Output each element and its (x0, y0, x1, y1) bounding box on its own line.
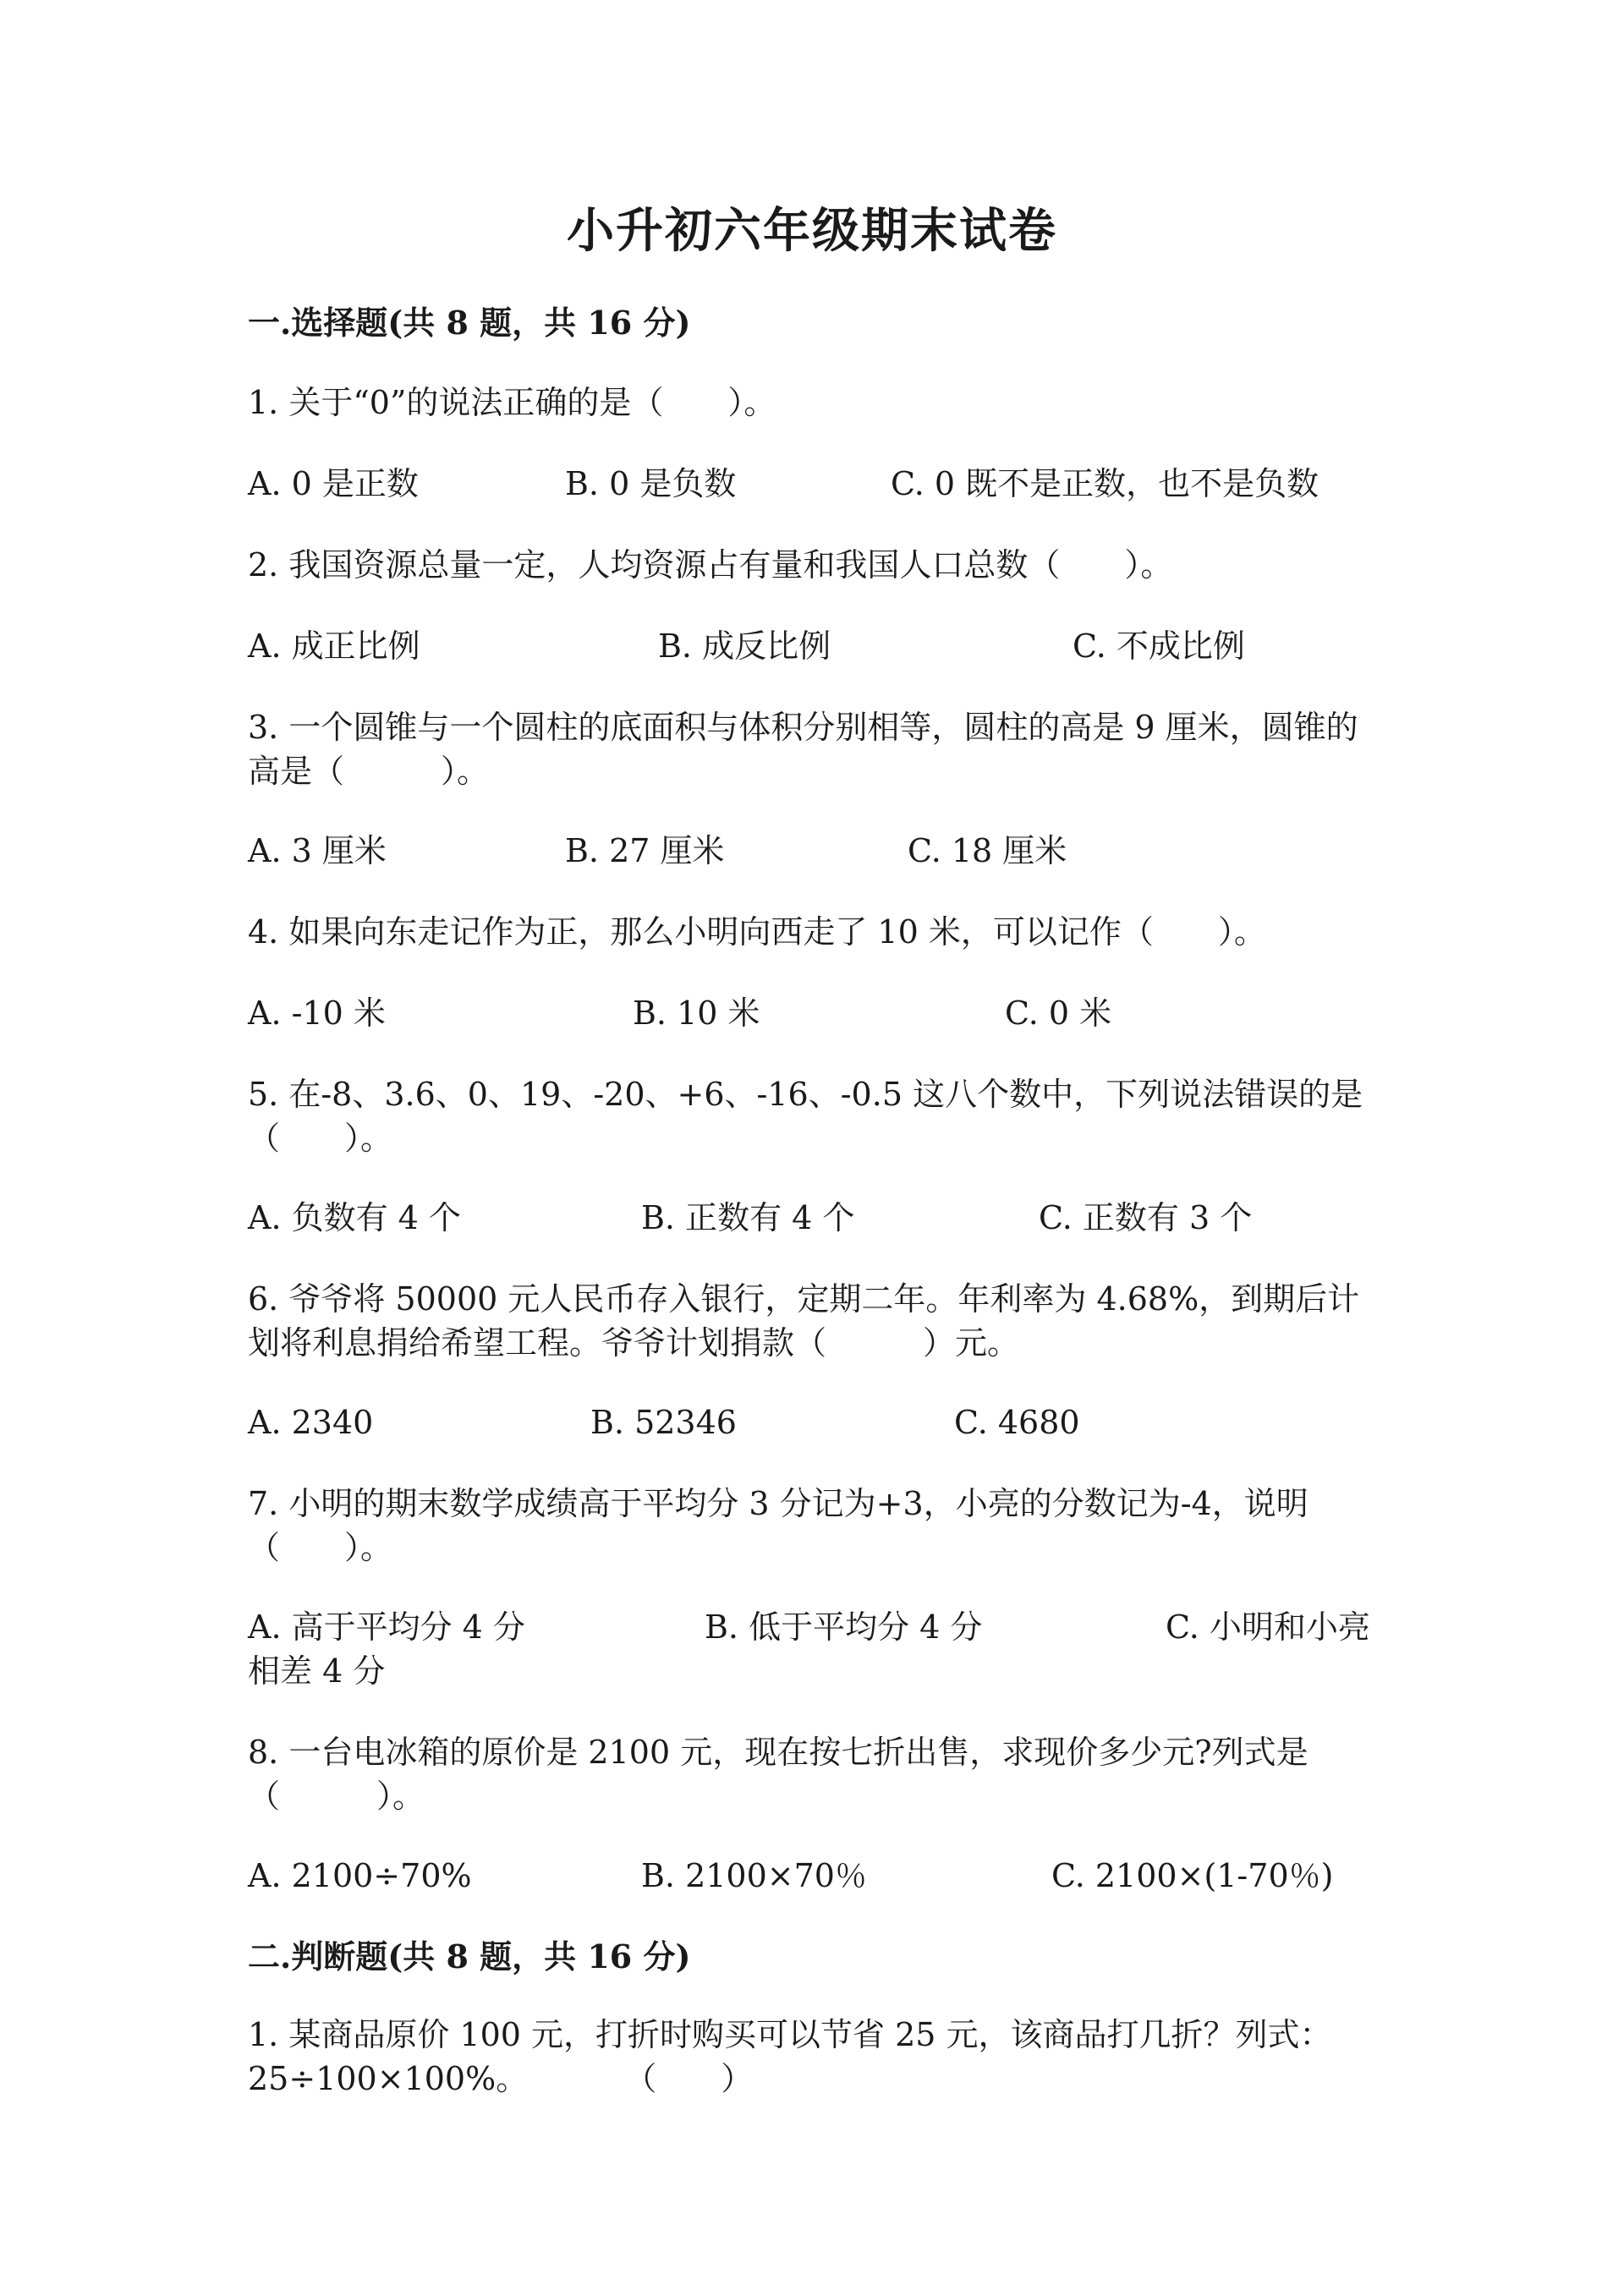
q8-option-a: A. 2100÷70% (248, 1857, 472, 1894)
q1-option-b: B. 0 是负数 (565, 465, 737, 502)
q2-option-b: B. 成反比例 (658, 627, 831, 665)
question-3: 3. 一个圆锥与一个圆柱的底面积与体积分别相等，圆柱的高是 9 厘米，圆锥的高是（ ）。 (248, 709, 1358, 790)
page-title: 小升初六年级期末试卷 (567, 203, 1057, 259)
q4-option-b: B. 10 米 (633, 995, 760, 1032)
question-5: 5. 在-8、3.6、0、19、-20、+6、-16、-0.5 这八个数中，下列说法错误的是（ ）。 (248, 1076, 1363, 1157)
question-4: 4. 如果向东走记作为正，那么小明向西走了 10 米，可以记作（ ）。 (248, 913, 1266, 951)
q8-option-b: B. 2100×70％ (641, 1857, 867, 1894)
q2-option-c: C. 不成比例 (1073, 627, 1245, 665)
q6-option-b: B. 52346 (590, 1404, 737, 1441)
question-2: 2. 我国资源总量一定，人均资源占有量和我国人口总数（ ）。 (248, 546, 1173, 584)
q5-option-a: A. 负数有 4 个 (248, 1199, 461, 1236)
q7-option-b: B. 低于平均分 4 分 (705, 1608, 983, 1646)
q5-option-c: C. 正数有 3 个 (1039, 1199, 1253, 1236)
question-8: 8. 一台电冰箱的原价是 2100 元，现在按七折出售，求现价多少元?列式是（ ）。 (248, 1734, 1309, 1815)
q1-option-c: C. 0 既不是正数，也不是负数 (891, 465, 1320, 502)
q8-option-c: C. 2100×(1-70％) (1051, 1857, 1334, 1894)
q7-option-a: A. 高于平均分 4 分 (248, 1608, 525, 1646)
q7-option-c: C. 小明和小亮 (1166, 1608, 1370, 1646)
q3-option-b: B. 27 厘米 (565, 832, 725, 869)
question-7: 7. 小明的期末数学成绩高于平均分 3 分记为+3，小亮的分数记为-4，说明（ ）。 (248, 1485, 1309, 1566)
q1-option-a: A. 0 是正数 (248, 465, 419, 502)
q5-option-b: B. 正数有 4 个 (641, 1199, 855, 1236)
q3-option-c: C. 18 厘米 (908, 832, 1067, 869)
q4-option-c: C. 0 米 (1005, 995, 1112, 1032)
judgment-question-1: 1. 某商品原价 100 元，打折时购买可以节省 25 元，该商品打几折？列式：25÷100×100%。 （ ） (248, 2016, 1332, 2097)
q6-option-a: A. 2340 (248, 1404, 374, 1441)
question-1: 1. 关于“0”的说法正确的是（ ）。 (248, 384, 776, 421)
section-heading-judgment: 二.判断题(共 8 题，共 16 分) (248, 1937, 691, 1975)
q2-option-a: A. 成正比例 (248, 627, 420, 665)
q6-option-c: C. 4680 (954, 1404, 1080, 1441)
q4-option-a: A. -10 米 (248, 995, 386, 1032)
q7-option-c-continuation: 相差 4 分 (248, 1652, 386, 1690)
question-6: 6. 爷爷将 50000 元人民币存入银行，定期二年。年利率为 4.68%，到期后计划将利息捐给希望工程。爷爷计划捐款（ ）元。 (248, 1280, 1360, 1362)
section-heading-choice: 一.选择题(共 8 题，共 16 分) (248, 304, 691, 342)
q3-option-a: A. 3 厘米 (248, 832, 387, 869)
